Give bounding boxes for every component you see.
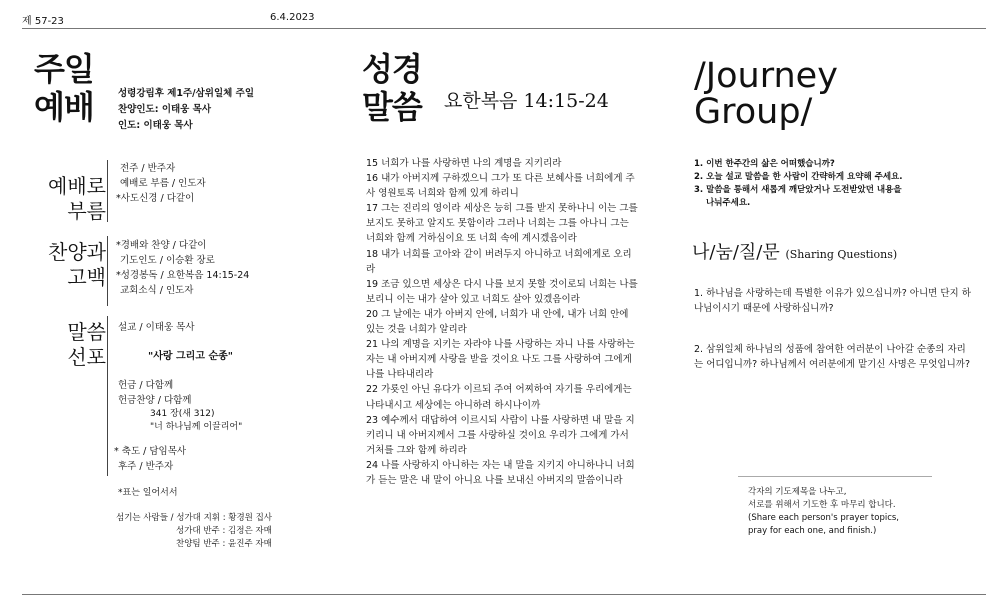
scripture-text — [366, 156, 638, 488]
section-sermon-title — [67, 320, 106, 370]
sharing-title-en: (Sharing Questions) — [785, 248, 898, 261]
order-sermon-list — [114, 320, 243, 501]
praise-leader: 찬양인도: 이태웅 목사 — [118, 104, 212, 115]
sermon-item: 설교 / 이태웅 목사 — [118, 322, 195, 333]
credits-block — [116, 512, 272, 551]
journey-question: 3. 말씀을 통해서 새롭게 깨닫았거나 도전받았던 내용을 — [694, 185, 902, 195]
verse: 21 나의 계명을 지키는 자라야 나를 사랑하는 자니 나를 사랑하는 자는 내 아버지께 사랑을 받을 것이요 나도 그를 사랑하여 그에게 나를 나타내리라 — [366, 339, 635, 381]
sharing-question-1: 1. 하나님을 사랑하는데 특별한 이유가 있으십니까? 아니면 단지 하나님이시기 때문에 사랑하십니까? — [694, 288, 971, 314]
journey-group-title — [694, 58, 838, 130]
bottom-divider — [22, 594, 986, 595]
worship-subtitle: 성령강림후 제1주/삼위일체 주일 — [118, 88, 254, 99]
issue-number: 제 57-23 — [22, 16, 64, 27]
order-call-list — [116, 161, 206, 206]
order-item: *사도신경 / 다같이 — [116, 193, 195, 204]
journey-question: 나눠주세요. — [706, 198, 751, 208]
verse: 17 그는 진리의 영이라 세상은 능히 그를 받지 못하나니 이는 그를 보지도 못하고 알지도 못함이라 그러나 너희는 그를 아나니 그는 너희와 함께 거하심이요 또 너희 속에 계시겠음이라 — [366, 203, 638, 245]
sharing-question-2: 2. 삼위일체 하나님의 성품에 참여한 여러분이 나아갈 순종의 자리는 어디입니까? 하나님께서 여러분에게 맡기신 사명은 무엇입니까? — [694, 344, 970, 370]
worship-title-line2: 예배 — [34, 88, 94, 126]
journey-question: 1. 이번 한주간의 삶은 어떠했습니까? — [694, 159, 835, 169]
closing-divider — [738, 476, 932, 477]
order-item: 전주 / 반주자 — [120, 163, 176, 174]
credits-line: 성가대 반주 : 김정은 자매 — [176, 526, 272, 536]
section-sermon-bar — [107, 316, 108, 476]
benediction-item: * 축도 / 담임목사 — [114, 446, 187, 457]
journey-title-line2: Group/ — [694, 92, 813, 132]
closing-line: 각자의 기도제목을 나누고, — [748, 487, 847, 497]
offering-item: 헌금 / 다함께 — [118, 380, 174, 391]
verse: 22 가룟인 아닌 유다가 이르되 주여 어찌하여 자기를 우리에게는 나타내시고 세상에는 아니하려 하시나이까 — [366, 384, 632, 411]
closing-line: pray for each one, and finish.) — [748, 526, 877, 536]
order-item: 예배로 부름 / 인도자 — [120, 178, 206, 189]
worship-title — [34, 50, 94, 126]
order-item: 기도인도 / 이승환 장로 — [120, 255, 215, 266]
word-title — [362, 50, 422, 126]
credits-line: 섬기는 사람들 / 성가대 지휘 : 황경원 집사 — [116, 513, 273, 523]
section-sermon-line2: 선포 — [67, 345, 106, 369]
section-praise-line2: 고백 — [67, 265, 106, 289]
verse: 23 예수께서 대답하여 이르시되 사람이 나를 사랑하면 내 말을 지키리니 내 아버지께서 그를 사랑하실 것이요 우리가 그에게 가서 거처를 그와 함께 하리라 — [366, 414, 635, 456]
journey-title-line1: /Journey — [694, 56, 838, 96]
worship-leader: 인도: 이태웅 목사 — [118, 120, 193, 131]
section-praise-bar — [107, 236, 108, 306]
hymn-number: 341 장(새 312) — [150, 409, 215, 419]
sharing-questions-title — [692, 238, 897, 264]
sharing-title-ko: 나/눔/질/문 — [692, 242, 780, 263]
order-praise-list — [116, 238, 249, 298]
worship-subtitle-block — [118, 86, 254, 134]
verse: 16 내가 아버지께 구하겠으니 그가 또 다른 보혜사를 너희에게 주사 영원토록 너희와 함께 있게 하리니 — [366, 173, 635, 200]
word-title-line2: 말씀 — [362, 88, 422, 126]
order-item: *경배와 찬양 / 다같이 — [116, 240, 207, 251]
section-call-line1: 예배로 — [48, 174, 106, 198]
verse: 19 조금 있으면 세상은 다시 나를 보지 못할 것이로되 너희는 나를 보리니 이는 내가 살아 있고 너희도 살아 있겠음이라 — [366, 278, 638, 305]
section-praise-title — [48, 240, 106, 290]
verse: 24 나를 사랑하지 아니하는 자는 내 말을 지키지 아니하나니 너희가 듣는 말은 내 말이 아니요 나를 보내신 아버지의 말씀이니라 — [366, 459, 635, 486]
scripture-reference: 요한복음 14:15-24 — [444, 90, 609, 112]
credits-line: 찬양팀 반주 : 윤진주 자매 — [176, 539, 272, 549]
verse: 18 내가 너희를 고아와 같이 버려두지 아니하고 너희에게로 오리라 — [366, 248, 632, 275]
verse: 15 너희가 나를 사랑하면 나의 계명을 지키리라 — [366, 158, 562, 169]
sermon-title: "사랑 그리고 순종" — [148, 351, 234, 362]
order-item: *성경봉독 / 요한복음 14:15-24 — [116, 270, 250, 281]
journey-questions — [694, 158, 974, 210]
bulletin-date: 6.4.2023 — [270, 12, 315, 23]
section-call-line2: 부름 — [67, 199, 106, 223]
section-call-title — [48, 174, 106, 224]
standing-note: *표는 일어서서 — [118, 488, 178, 498]
word-title-line1: 성경 — [362, 50, 422, 88]
top-divider — [22, 28, 986, 29]
section-sermon-line1: 말씀 — [67, 320, 106, 344]
hymn-title: "너 하나님께 이끌리어" — [150, 422, 243, 432]
section-call-bar — [107, 160, 108, 222]
worship-title-line1: 주일 — [34, 50, 94, 88]
closing-line: 서로를 위해서 기도한 후 마무리 합니다. — [748, 500, 896, 510]
order-item: 교회소식 / 인도자 — [120, 285, 194, 296]
verse: 20 그 날에는 내가 아버지 안에, 너희가 내 안에, 내가 너희 안에 있는 것을 너희가 알리라 — [366, 308, 629, 336]
closing-line: (Share each person's prayer topics, — [748, 513, 899, 523]
offering-song-item: 헌금찬양 / 다함께 — [118, 395, 192, 406]
journey-question: 2. 오늘 설교 말씀을 한 사람이 간략하게 요약해 주세요. — [694, 172, 903, 182]
section-praise-line1: 찬양과 — [48, 240, 106, 264]
postlude-item: 후주 / 반주자 — [118, 461, 174, 472]
closing-note — [748, 486, 899, 538]
